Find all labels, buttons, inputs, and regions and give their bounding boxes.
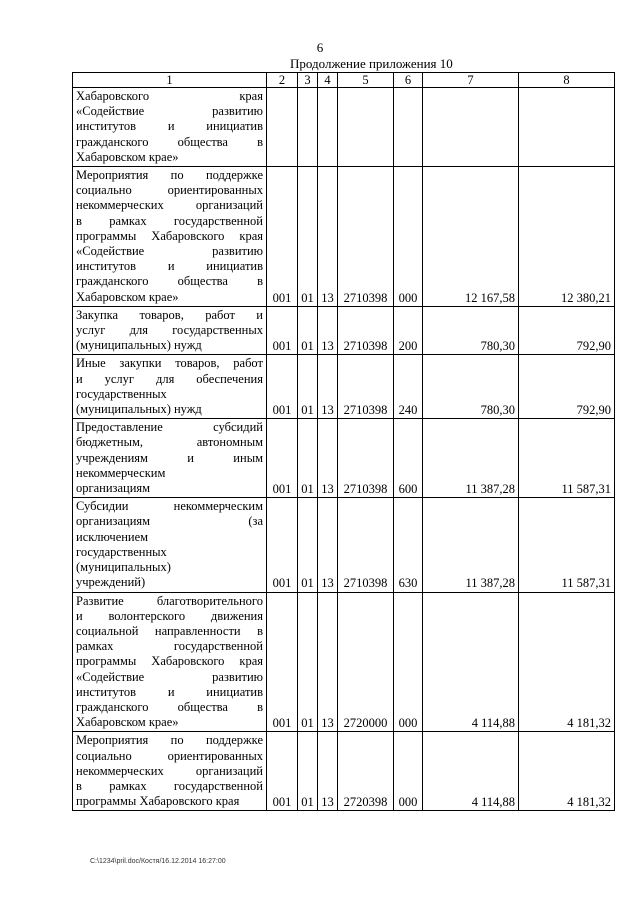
amount-cell — [519, 88, 615, 167]
column-header: 1 — [73, 73, 267, 88]
description-line: Хабаровском крае» — [76, 289, 179, 304]
column-header: 4 — [318, 73, 338, 88]
amount-cell — [423, 88, 519, 167]
subsection-cell: 13 — [318, 167, 338, 307]
target-article-cell: 2710398 — [338, 419, 394, 498]
target-article-cell — [338, 88, 394, 167]
description-line: программы Хабаровского края — [76, 654, 263, 669]
admin-code-cell: 001 — [267, 498, 298, 592]
target-article-cell: 2720398 — [338, 732, 394, 811]
admin-code-cell: 001 — [267, 306, 298, 355]
admin-code-cell: 001 — [267, 355, 298, 419]
description-line: «Содействие развитию — [76, 104, 263, 119]
amount-cell: 4 181,32 — [519, 592, 615, 732]
description-line: в рамках государственной — [76, 213, 263, 228]
description-line: государственных — [76, 544, 167, 559]
budget-table — [72, 72, 615, 811]
row-description — [73, 592, 267, 732]
description-line: Развитие благотворительного — [76, 593, 263, 608]
column-header: 2 — [267, 73, 298, 88]
description-line: институтов и инициатив — [76, 119, 263, 134]
description-line: организациям — [76, 481, 151, 496]
description-line: Хабаровском крае» — [76, 149, 179, 164]
row-description — [73, 306, 267, 355]
description-line: Субсидии некоммерческим — [76, 499, 263, 514]
description-line: социально ориентированных — [76, 183, 263, 198]
admin-code-cell — [267, 88, 298, 167]
row-description — [73, 732, 267, 811]
admin-code-cell: 001 — [267, 167, 298, 307]
amount-cell: 11 587,31 — [519, 419, 615, 498]
description-line: исключением — [76, 529, 149, 544]
description-line: институтов и инициатив — [76, 684, 263, 699]
target-article-cell: 2720000 — [338, 592, 394, 732]
document-subtitle: Продолжение приложения 10 — [290, 56, 453, 71]
subsection-cell: 13 — [318, 732, 338, 811]
description-line: (муниципальных) нужд — [76, 338, 202, 353]
description-line: Закупка товаров, работ и — [76, 307, 263, 322]
page-number: 6 — [316, 40, 324, 55]
description-line: гражданского общества в — [76, 134, 263, 149]
expense-type-cell: 600 — [394, 419, 423, 498]
description-line: Мероприятия по поддержке — [76, 733, 263, 748]
column-header: 6 — [394, 73, 423, 88]
table-row — [73, 732, 615, 811]
admin-code-cell: 001 — [267, 419, 298, 498]
subsection-cell: 13 — [318, 306, 338, 355]
description-line: некоммерческим — [76, 465, 166, 480]
amount-cell: 4 114,88 — [423, 732, 519, 811]
section-cell: 01 — [298, 355, 318, 419]
description-line: учреждений) — [76, 575, 146, 590]
description-line: (муниципальных) нужд — [76, 402, 202, 417]
description-line: гражданского общества в — [76, 699, 263, 714]
table-header-row — [73, 73, 615, 88]
column-header: 3 — [298, 73, 318, 88]
row-description — [73, 498, 267, 592]
section-cell: 01 — [298, 306, 318, 355]
description-line: Иные закупки товаров, работ — [76, 356, 263, 371]
table-row — [73, 306, 615, 355]
description-line: программы Хабаровского края — [76, 794, 240, 809]
amount-cell: 792,90 — [519, 355, 615, 419]
table-row — [73, 498, 615, 592]
amount-cell: 11 587,31 — [519, 498, 615, 592]
description-line: государственных — [76, 386, 167, 401]
column-header: 8 — [519, 73, 615, 88]
subsection-cell: 13 — [318, 498, 338, 592]
section-cell: 01 — [298, 498, 318, 592]
target-article-cell: 2710398 — [338, 355, 394, 419]
target-article-cell: 2710398 — [338, 498, 394, 592]
subsection-cell: 13 — [318, 419, 338, 498]
section-cell: 01 — [298, 167, 318, 307]
row-description — [73, 167, 267, 307]
amount-cell: 12 167,58 — [423, 167, 519, 307]
expense-type-cell — [394, 88, 423, 167]
description-line: и услуг для обеспечения — [76, 371, 263, 386]
expense-type-cell: 000 — [394, 732, 423, 811]
subsection-cell — [318, 88, 338, 167]
description-line: в рамках государственной — [76, 778, 263, 793]
amount-cell: 11 387,28 — [423, 419, 519, 498]
section-cell — [298, 88, 318, 167]
admin-code-cell: 001 — [267, 592, 298, 732]
table-row — [73, 355, 615, 419]
expense-type-cell: 000 — [394, 167, 423, 307]
description-line: институтов и инициатив — [76, 259, 263, 274]
description-line: (муниципальных) — [76, 560, 171, 575]
amount-cell: 780,30 — [423, 355, 519, 419]
section-cell: 01 — [298, 592, 318, 732]
column-header: 7 — [423, 73, 519, 88]
section-cell: 01 — [298, 419, 318, 498]
description-line: рамках государственной — [76, 639, 263, 654]
description-line: программы Хабаровского края — [76, 228, 263, 243]
admin-code-cell: 001 — [267, 732, 298, 811]
amount-cell: 11 387,28 — [423, 498, 519, 592]
section-cell: 01 — [298, 732, 318, 811]
row-description — [73, 88, 267, 167]
expense-type-cell: 240 — [394, 355, 423, 419]
description-line: социально ориентированных — [76, 748, 263, 763]
row-description — [73, 355, 267, 419]
description-line: организациям (за — [76, 514, 263, 529]
description-line: Хабаровского края — [76, 89, 263, 103]
description-line: «Содействие развитию — [76, 669, 263, 684]
description-line: и волонтерского движения — [76, 608, 263, 623]
expense-type-cell: 630 — [394, 498, 423, 592]
subsection-cell: 13 — [318, 592, 338, 732]
description-line: Мероприятия по поддержке — [76, 168, 263, 183]
table-row — [73, 592, 615, 732]
table-row — [73, 419, 615, 498]
amount-cell: 4 181,32 — [519, 732, 615, 811]
amount-cell: 792,90 — [519, 306, 615, 355]
amount-cell: 780,30 — [423, 306, 519, 355]
target-article-cell: 2710398 — [338, 167, 394, 307]
column-header: 5 — [338, 73, 394, 88]
description-line: гражданского общества в — [76, 274, 263, 289]
table-row — [73, 88, 615, 167]
description-line: Предоставление субсидий — [76, 420, 263, 435]
description-line: социальной направленности в — [76, 623, 263, 638]
description-line: бюджетным, автономным — [76, 435, 263, 450]
description-line: услуг для государственных — [76, 323, 263, 338]
row-description — [73, 419, 267, 498]
expense-type-cell: 200 — [394, 306, 423, 355]
description-line: некоммерческих организаций — [76, 198, 263, 213]
table-body — [73, 88, 615, 811]
description-line: некоммерческих организаций — [76, 763, 263, 778]
amount-cell: 12 380,21 — [519, 167, 615, 307]
description-line: учреждениям и иным — [76, 450, 263, 465]
target-article-cell: 2710398 — [338, 306, 394, 355]
file-path-footer: C:\1234\pril.doc/Костя/16.12.2014 16:27:00 — [90, 858, 226, 865]
description-line: «Содействие развитию — [76, 244, 263, 259]
description-line: Хабаровском крае» — [76, 715, 179, 730]
table-row — [73, 167, 615, 307]
expense-type-cell: 000 — [394, 592, 423, 732]
amount-cell: 4 114,88 — [423, 592, 519, 732]
subsection-cell: 13 — [318, 355, 338, 419]
